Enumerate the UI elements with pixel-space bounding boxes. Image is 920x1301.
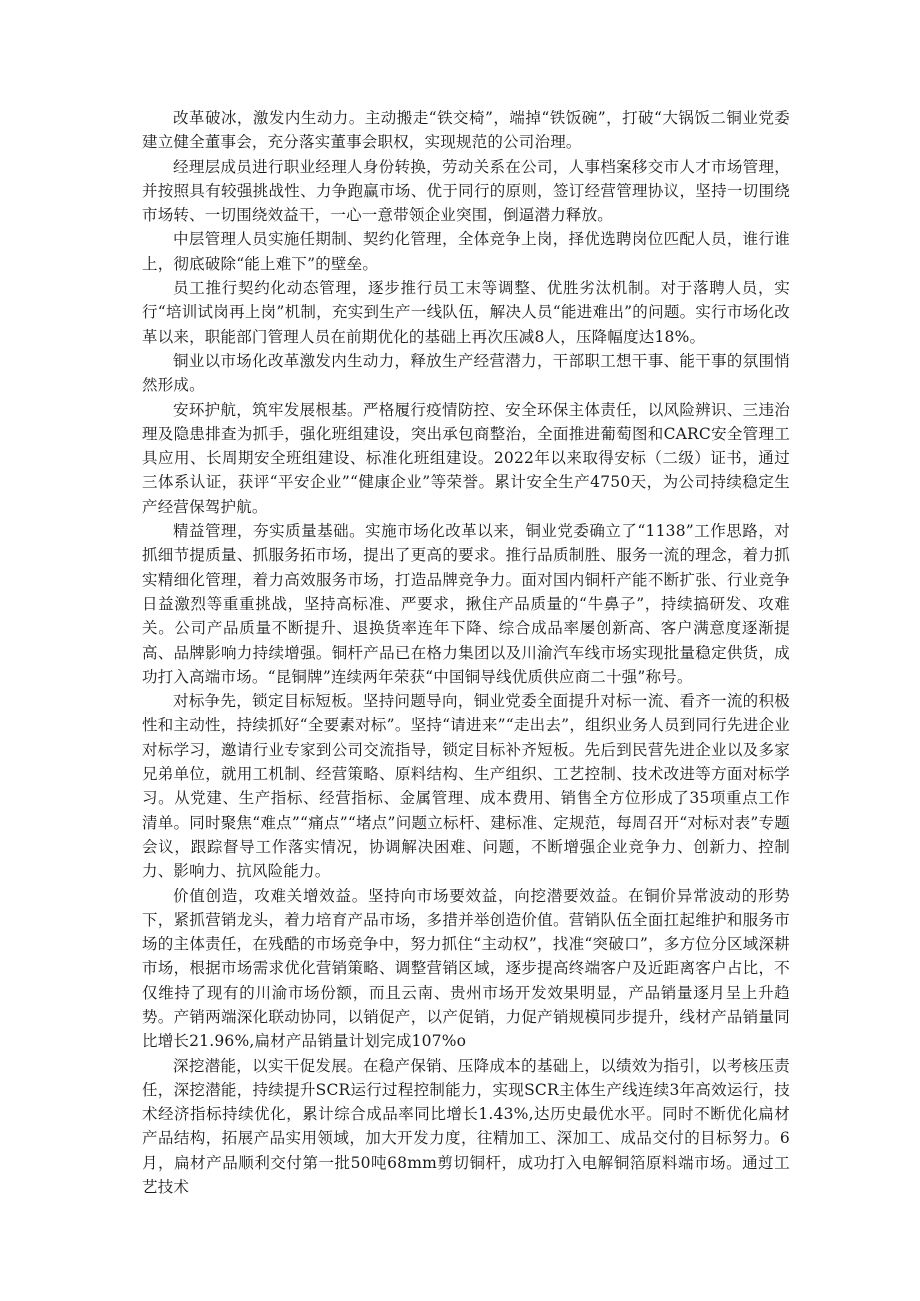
paragraph-lean-management: 精益管理，夯实质量基础。实施市场化改革以来，铜业党委确立了“1138”工作思路，对抓细节提质量、抓服务拓市场，提出了更高的要求。推行品质制胜、服务一流的理念，着力抓实精细化管理，着力高效服务市场，打造品牌竞争力。面对国内铜杆产能不断扩张、行业竞争日益激烈等重重挑战，坚持高标准、严要求，揪住产品质量的“牛鼻子”，持续搞研发、攻难关。公司产品质量不断提升、退换货率连年下降、综合成品率屡创新高、客户满意度逐渐提高、品牌影响力持续增强。铜杆产品已在格力集团以及川渝汽车线市场实现批量稳定供货，成功打入高端市场。“昆铜牌”连续两年荣获“中国铜导线优质供应商二十强”称号。 [142,522,790,686]
paragraph-manager-transition: 经理层成员进行职业经理人身份转换，劳动关系在公司，人事档案移交市人才市场管理，并按照具有较强挑战性、力争跑赢市场、优于同行的原则，签订经营管理协议，坚持一切围绕市场转、一切围绕效益干，一心一意带领企业突围，倒逼潜力释放。 [142,157,790,225]
paragraph-safety: 安环护航，筑牢发展根基。严格履行疫情防控、安全环保主体责任，以风险辨识、三违治理及隐患排查为抓手，强化班组建设，突出承包商整治，全面推进葡萄图和CARC安全管理工具应用、长周期安全班组建设、标准化班组建设。2022年以来取得安标（二级）证书，通过三体系认证，获评“平安企业”“健康企业”等荣誉。累计安全生产4750天，为公司持续稳定生产经营保驾护航。 [142,400,790,516]
paragraph-staff-contracts: 员工推行契约化动态管理，逐步推行员工末等调整、优胜劣汰机制。对于落聘人员，实行“培训试岗再上岗”机制，充实到生产一线队伍，解决人员“能进难出”的问题。实行市场化改革以来，职能部门管理人员在前期优化的基础上再次压减8人，压降幅度达18%。 [142,279,790,346]
paragraph-value-creation: 价值创造，攻难关增效益。坚持向市场要效益，向挖潜要效益。在铜价异常波动的形势下，紧抓营销龙头，着力培育产品市场，多措并举创造价值。营销队伍全面扛起维护和服务市场的主体责任，在残酷的市场竞争中，努力抓住“主动权”，找准“突破口”，多方位分区域深耕市场，根据市场需求优化营销策略、调整营销区域，逐步提高终端客户及近距离客户占比，不仅维持了现有的川渝市场份额，而且云南、贵州市场开发效果明显，产品销量逐月呈上升趋势。产销两端深化联动协同，以销促产，以产促销，力促产销规模同步提升，线材产品销量同比增长21.96%,扁材产品销量计划完成107%o [142,886,790,1051]
document-body [142,106,790,1199]
paragraph-middle-management: 中层管理人员实施任期制、契约化管理，全体竞争上岗，择优选聘岗位匹配人员，谁行谁上，彻底破除“能上难下”的壁垒。 [142,230,790,273]
paragraph-reform: 改革破冰，激发内生动力。主动搬走“铁交椅”，端掉“铁饭碗”，打破“大锅饭二铜业党委建立健全董事会，充分落实董事会职权，实现规范的公司治理。 [142,109,790,152]
paragraph-potential: 深挖潜能，以实干促发展。在稳产保销、压降成本的基础上，以绩效为指引，以考核压责任，深挖潜能，持续提升SCR运行过程控制能力，实现SCR主体生产线连续3年高效运行，技术经济指标持续优化，累计综合成品率同比增长1.43%,达历史最优水平。同时不断优化扁材产品结构，拓展产品实用领域，加大开发力度，往精加工、深加工、成品交付的目标努力。6月，扁材产品顺利交付第一批50吨68mm剪切铜杆，成功打入电解铜箔原料端市场。通过工艺技术 [142,1056,790,1197]
paragraph-market-reform: 铜业以市场化改革激发内生动力，释放生产经营潜力，干部职工想干事、能干事的氛围悄然形成。 [142,351,790,395]
paragraph-benchmarking: 对标争先，锁定目标短板。坚持问题导向，铜业党委全面提升对标一流、看齐一流的积极性和主动性，持续抓好“全要素对标”。坚持“请进来”“走出去”，组织业务人员到同行先进企业对标学习，邀请行业专家到公司交流指导，锁定目标补齐短板。先后到民营先进企业以及多家兄弟单位，就用工机制、经营策略、原料结构、生产组织、工艺控制、技术改进等方面对标学习。从党建、生产指标、经营指标、金属管理、成本费用、销售全方位形成了35项重点工作清单。同时聚焦“难点”“痛点”“堵点”问题立标杆、建标准、定规范，每周召开“对标对表”专题会议，跟踪督导工作落实情况，协调解决困难、问题，不断增强企业竞争力、创新力、控制力、影响力、抗风险能力。 [142,692,790,881]
